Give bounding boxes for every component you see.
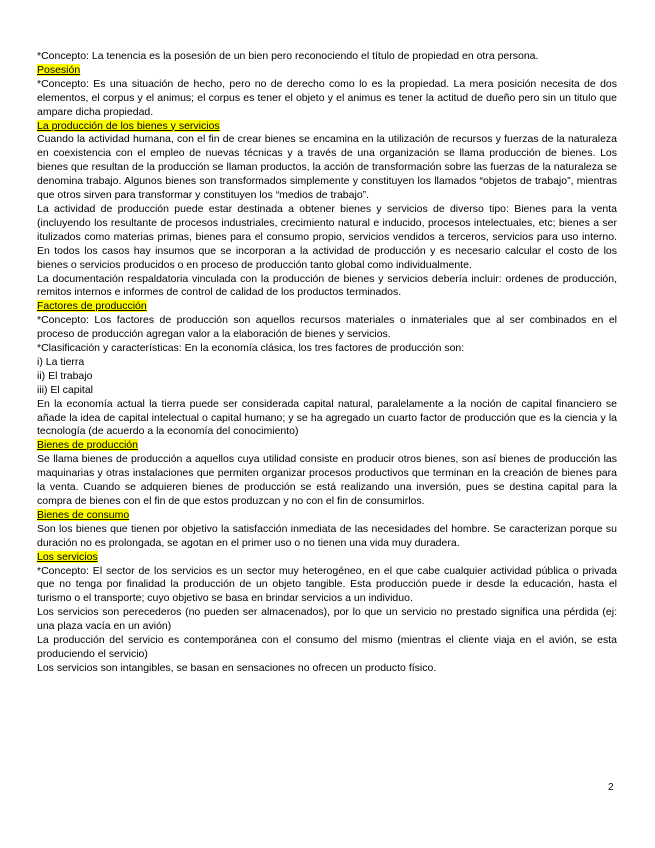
list-item-tierra: i) La tierra [37,355,85,368]
paragraph-servicios-perecederos: Los servicios son perecederos (no pueden ser almacenados), por lo que un servicio no prestado significa una pérdida (ej: una plaza vacía en un avión) [37,606,617,633]
document-body [37,50,617,676]
heading-produccion-bienes-servicios: La producción de los bienes y servicios [37,119,220,132]
paragraph-economia-actual: En la economía actual la tierra puede ser considerada capital natural, paralelamente a la noción de capital financiero se añade la idea de capital intelectual o capital humano; y se ha agregado un cuarto factor de producción que es la ciencia y la tecnología (de acuerdo a la economía del conocimiento) [37,397,617,438]
list-item-capital: iii) El capital [37,383,94,396]
paragraph-factores-clasificacion: *Clasificación y características: En la economía clásica, los tres factores de producción son: [37,342,465,355]
heading-posesion: Posesión [37,63,81,76]
paragraph-produccion-2: La actividad de producción puede estar destinada a obtener bienes y servicios de diverso tipo: Bienes para la venta (incluyendo los resultante de procesos industriales, crecimiento natural e inducido, procesos intelectuales, etc; bienes a ser itulizados como materias primas, bienes para el consumo propio, servicios vendidos a terceros, servicios para uso interno. En todos los casos hay insumos que se incorporan a la actividad de producción y es necesario calcular el costo de los bienes o servicios producidos o en proceso de producción tanto global como individualmente. [37,202,617,271]
paragraph-servicios-intangibles: Los servicios son intangibles, se basan en sensaciones no ofrecen un producto físico. [37,661,437,674]
paragraph-servicios-concepto: *Concepto: El sector de los servicios es un sector muy heterogéneo, en el que cabe cualquier actividad pública o privada que no tenga por finalidad la producción de un objeto tangible. Esta producción puede ir desde la educación, hasta el turismo o el transporte; cuyo objetivo se basa en brindar servicios a un individuo. [37,564,617,605]
paragraph-posesion-concepto: *Concepto: Es una situación de hecho, pero no de derecho como lo es la propiedad. La mera posición necesita de dos elementos, el corpus y el animus; el corpus es tener el objeto y el animus es tener la actitud de dueño pero sin un titulo que ampare dicha propiedad. [37,77,617,118]
heading-factores-produccion: Factores de producción [37,300,147,313]
page-number: 2 [608,782,614,793]
paragraph-tenencia-concepto: *Concepto: La tenencia es la posesión de un bien pero reconociendo el título de propiedad en otra persona. [37,50,539,62]
paragraph-bienes-consumo: Son los bienes que tienen por objetivo la satisfacción inmediata de las necesidades del hombre. Se caracterizan porque su duración no es prolongada, se agotan en el primer uso o no tienen una vida muy duradera. [37,522,617,549]
heading-servicios: Los servicios [37,550,98,563]
list-item-trabajo: ii) El trabajo [37,369,93,382]
paragraph-servicios-contemporanea: La producción del servicio es contemporánea con el consumo del mismo (mientras el cliente viaja en el avión, se esta produciendo el servicio) [37,634,617,660]
heading-bienes-produccion: Bienes de producción [37,439,138,452]
paragraph-produccion-1: Cuando la actividad humana, con el fin de crear bienes se encamina en la utilización de recursos y fuerzas de la naturaleza en coexistencia con el empleo de nuevas técnicas y a través de una organización se llama producción de bienes. Los bienes que resultan de la producción se llaman productos, la acción de transformación sobre las fuerzas de la naturaleza se denomina trabajo. Algunos bienes son transformados simplemente y constituyen los llamados “objetos de trabajo”, mientras que otros sirven para transformar y constituyen los “medios de trabajo”. [37,133,617,202]
heading-bienes-consumo: Bienes de consumo [37,508,130,521]
paragraph-bienes-produccion: Se llama bienes de producción a aquellos cuya utilidad consiste en producir otros bienes, son así bienes de producción las maquinarias y otras instalaciones que permiten organizar procesos productivos que terminan en la creación de bienes para la venta. Cuando se adquieren bienes de producción se está realizando una inversión, pues se destina capital para la compra de bienes con el fin de que estos produzcan y no con el fin de consumirlos. [37,453,617,507]
paragraph-factores-concepto: *Concepto: Los factores de producción son aquellos recursos materiales o inmateriales que al ser combinados en el proceso de producción agregan valor a la elaboración de bienes y servicios. [37,314,617,341]
paragraph-produccion-3: La documentación respaldatoria vinculada con la producción de bienes y servicios debería incluir: ordenes de producción, remitos internos e informes de control de calidad de los productos terminados. [37,272,617,299]
